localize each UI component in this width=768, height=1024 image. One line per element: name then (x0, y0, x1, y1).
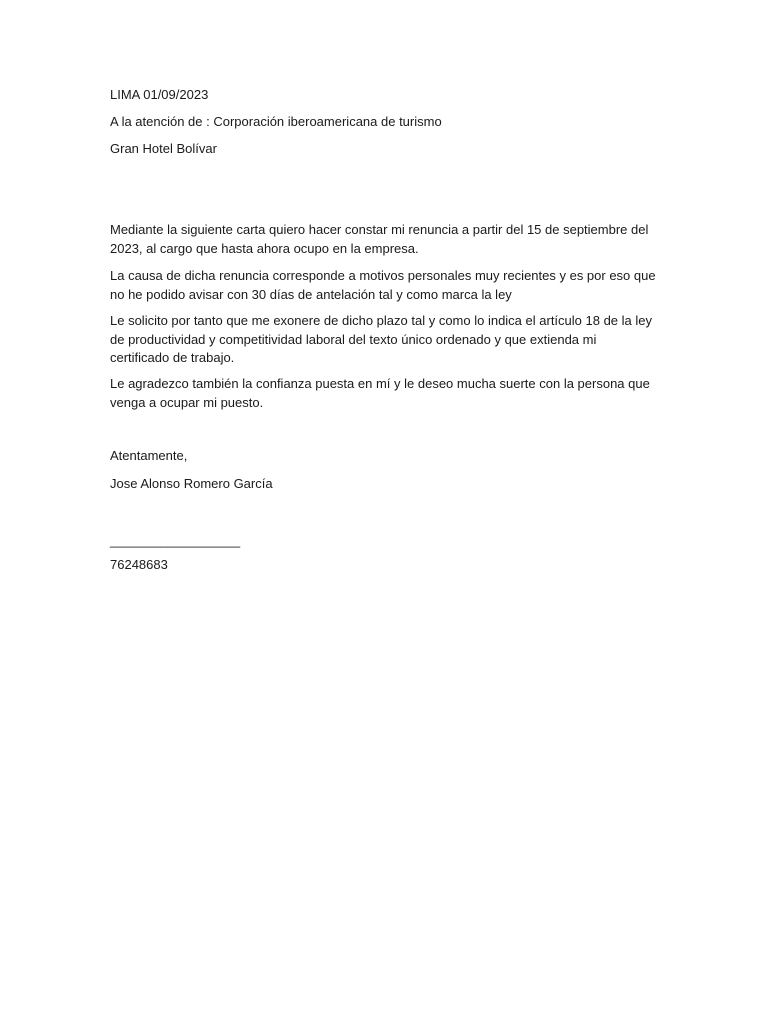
paragraph-line: 2023, al cargo que hasta ahora ocupo en la empresa. (110, 240, 419, 256)
signature-line: __________________ (110, 533, 241, 548)
body-paragraph-4 (110, 375, 658, 412)
paragraph-line: de productividad y competitividad laboral del texto único ordenado y que extienda mi (110, 331, 597, 347)
id-number: 76248683 (110, 557, 168, 572)
paragraph-line: La causa de dicha renuncia corresponde a motivos personales muy recientes y es por eso que (110, 268, 656, 283)
paragraph-line: Mediante la siguiente carta quiero hacer constar mi renuncia a partir del 15 de septiembre del (110, 222, 649, 237)
signer-name: Jose Alonso Romero García (110, 476, 273, 491)
body-paragraph-1 (110, 221, 658, 258)
hotel-line: Gran Hotel Bolívar (110, 141, 217, 156)
paragraph-line: venga a ocupar mi puesto. (110, 394, 264, 410)
closing-line: Atentamente, (110, 448, 188, 463)
date-line: LIMA 01/09/2023 (110, 87, 209, 102)
body-paragraph-2 (110, 267, 658, 304)
body-paragraph-3 (110, 312, 658, 368)
paragraph-line: certificado de trabajo. (110, 350, 235, 365)
attention-line: A la atención de : Corporación iberoamericana de turismo (110, 114, 442, 129)
paragraph-line: no he podido avisar con 30 días de antelación tal y como marca la ley (110, 286, 512, 302)
paragraph-line: Le agradezco también la confianza puesta en mí y le deseo mucha suerte con la persona que (110, 376, 650, 391)
paragraph-line: Le solicito por tanto que me exonere de dicho plazo tal y como lo indica el artículo 18 de la ley (110, 313, 652, 328)
